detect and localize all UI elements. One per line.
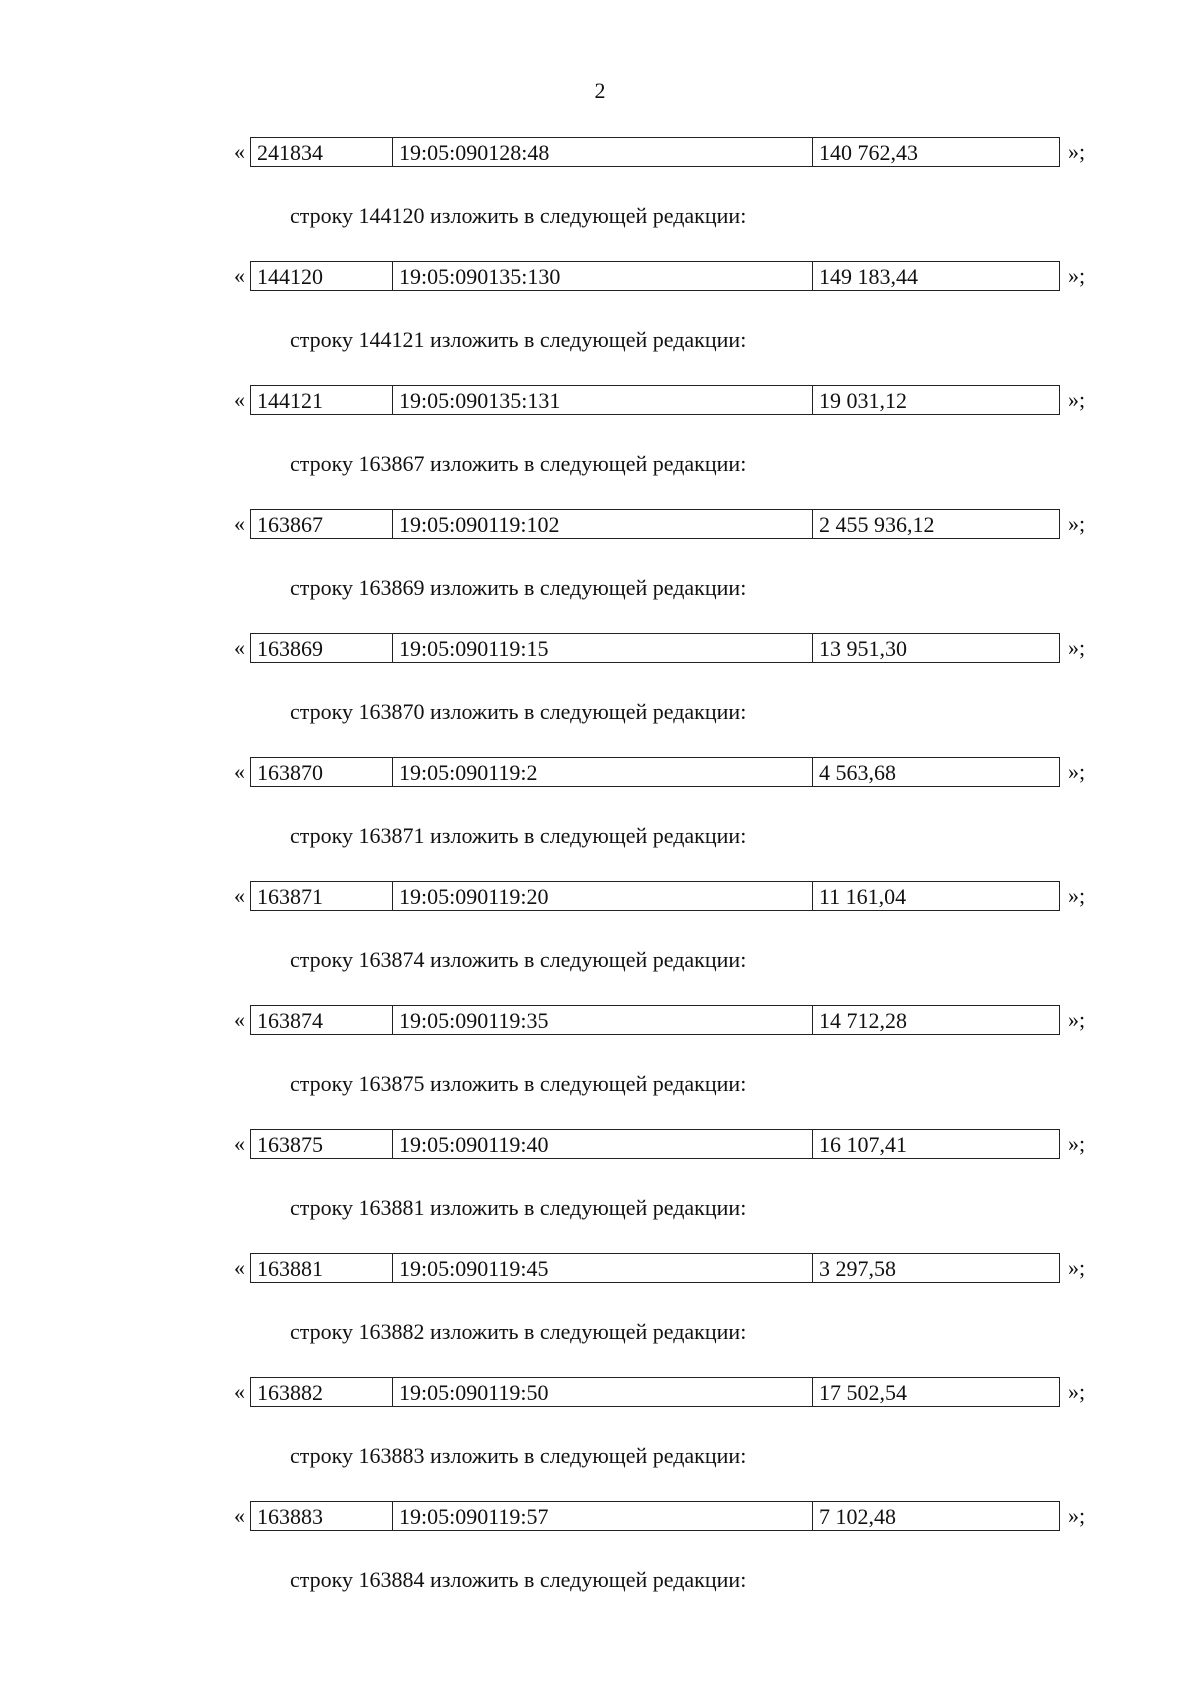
closing-quote: »; <box>1068 263 1086 288</box>
row-table <box>250 1129 1060 1159</box>
row-table <box>250 1501 1060 1531</box>
cadastral-number-cell: 19:05:090119:45 <box>393 1254 813 1282</box>
instruction-text: строку 163874 изложить в следующей редакции: <box>290 947 747 972</box>
closing-quote: »; <box>1068 1255 1086 1280</box>
cadastral-number-cell: 19:05:090119:2 <box>393 758 813 786</box>
table-row <box>234 1376 1085 1408</box>
table-row <box>234 508 1085 540</box>
opening-quote: « <box>234 635 245 660</box>
closing-quote: »; <box>1068 1007 1086 1032</box>
amendment-block <box>0 378 1200 502</box>
closing-quote: »; <box>1068 387 1086 412</box>
row-number-cell: 163881 <box>251 1254 393 1282</box>
instruction-text: строку 163882 изложить в следующей редакции: <box>290 1319 747 1344</box>
row-table <box>250 881 1060 911</box>
table-row <box>234 756 1085 788</box>
instruction-text: строку 163883 изложить в следующей редакции: <box>290 1443 747 1468</box>
instruction-text: строку 163881 изложить в следующей редакции: <box>290 1195 747 1220</box>
row-number-cell: 163875 <box>251 1130 393 1158</box>
amendment-block <box>0 130 1200 254</box>
value-cell: 17 502,54 <box>819 1380 907 1405</box>
row-number-cell: 163869 <box>251 634 393 662</box>
row-table <box>250 385 1060 415</box>
closing-quote: »; <box>1068 883 1086 908</box>
value-cell: 4 563,68 <box>819 760 896 785</box>
closing-quote: »; <box>1068 635 1086 660</box>
cadastral-number-cell: 19:05:090119:15 <box>393 634 813 662</box>
document-body <box>0 130 1200 1618</box>
row-table <box>250 509 1060 539</box>
opening-quote: « <box>234 759 245 784</box>
cadastral-number-cell: 19:05:090135:131 <box>393 386 813 414</box>
closing-quote: »; <box>1068 139 1086 164</box>
row-table <box>250 137 1060 167</box>
row-number-cell: 163871 <box>251 882 393 910</box>
value-cell: 11 161,04 <box>819 884 907 909</box>
opening-quote: « <box>234 139 245 164</box>
instruction-text: строку 163884 изложить в следующей редакции: <box>290 1567 747 1592</box>
opening-quote: « <box>234 511 245 536</box>
row-table <box>250 1005 1060 1035</box>
opening-quote: « <box>234 1255 245 1280</box>
cadastral-number-cell: 19:05:090119:102 <box>393 510 813 538</box>
instruction-text: строку 163870 изложить в следующей редакции: <box>290 699 747 724</box>
opening-quote: « <box>234 883 245 908</box>
row-number-cell: 163882 <box>251 1378 393 1406</box>
instruction-text: строку 163871 изложить в следующей редакции: <box>290 823 747 848</box>
cadastral-number-cell: 19:05:090135:130 <box>393 262 813 290</box>
row-number-cell: 241834 <box>251 138 393 166</box>
cadastral-number-cell: 19:05:090119:35 <box>393 1006 813 1034</box>
table-row <box>234 632 1085 664</box>
instruction-text: строку 163875 изложить в следующей редакции: <box>290 1071 747 1096</box>
row-number-cell: 144120 <box>251 262 393 290</box>
row-number-cell: 163867 <box>251 510 393 538</box>
row-table <box>250 1377 1060 1407</box>
row-number-cell: 163870 <box>251 758 393 786</box>
cadastral-number-cell: 19:05:090119:50 <box>393 1378 813 1406</box>
table-row <box>234 136 1085 168</box>
amendment-block <box>0 626 1200 750</box>
cadastral-number-cell: 19:05:090119:20 <box>393 882 813 910</box>
value-cell: 16 107,41 <box>819 1132 907 1157</box>
cadastral-number-cell: 19:05:090128:48 <box>393 138 813 166</box>
row-table <box>250 261 1060 291</box>
row-number-cell: 163874 <box>251 1006 393 1034</box>
instruction-text: строку 163867 изложить в следующей редакции: <box>290 451 747 476</box>
instruction-text: строку 163869 изложить в следующей редакции: <box>290 575 747 600</box>
table-row <box>234 384 1085 416</box>
amendment-block <box>0 1122 1200 1246</box>
opening-quote: « <box>234 263 245 288</box>
amendment-block <box>0 1494 1200 1618</box>
value-cell: 19 031,12 <box>819 388 907 413</box>
opening-quote: « <box>234 387 245 412</box>
table-row <box>234 1252 1085 1284</box>
row-number-cell: 144121 <box>251 386 393 414</box>
value-cell: 14 712,28 <box>819 1008 907 1033</box>
closing-quote: »; <box>1068 759 1086 784</box>
amendment-block <box>0 1370 1200 1494</box>
row-table <box>250 633 1060 663</box>
value-cell: 3 297,58 <box>819 1256 896 1281</box>
closing-quote: »; <box>1068 1379 1086 1404</box>
cadastral-number-cell: 19:05:090119:40 <box>393 1130 813 1158</box>
opening-quote: « <box>234 1379 245 1404</box>
opening-quote: « <box>234 1131 245 1156</box>
table-row <box>234 1004 1085 1036</box>
amendment-block <box>0 750 1200 874</box>
value-cell: 7 102,48 <box>819 1504 896 1529</box>
instruction-text: строку 144120 изложить в следующей редакции: <box>290 203 747 228</box>
page-number: 2 <box>594 78 606 103</box>
closing-quote: »; <box>1068 1131 1086 1156</box>
instruction-text: строку 144121 изложить в следующей редакции: <box>290 327 747 352</box>
amendment-block <box>0 254 1200 378</box>
table-row <box>234 1128 1085 1160</box>
row-table <box>250 1253 1060 1283</box>
value-cell: 2 455 936,12 <box>819 512 935 537</box>
amendment-block <box>0 874 1200 998</box>
value-cell: 140 762,43 <box>819 140 918 165</box>
value-cell: 13 951,30 <box>819 636 907 661</box>
closing-quote: »; <box>1068 511 1086 536</box>
table-row <box>234 260 1085 292</box>
table-row <box>234 880 1085 912</box>
cadastral-number-cell: 19:05:090119:57 <box>393 1502 813 1530</box>
closing-quote: »; <box>1068 1503 1086 1528</box>
amendment-block <box>0 998 1200 1122</box>
value-cell: 149 183,44 <box>819 264 918 289</box>
table-row <box>234 1500 1085 1532</box>
opening-quote: « <box>234 1007 245 1032</box>
row-table <box>250 757 1060 787</box>
amendment-block <box>0 502 1200 626</box>
amendment-block <box>0 1246 1200 1370</box>
row-number-cell: 163883 <box>251 1502 393 1530</box>
opening-quote: « <box>234 1503 245 1528</box>
